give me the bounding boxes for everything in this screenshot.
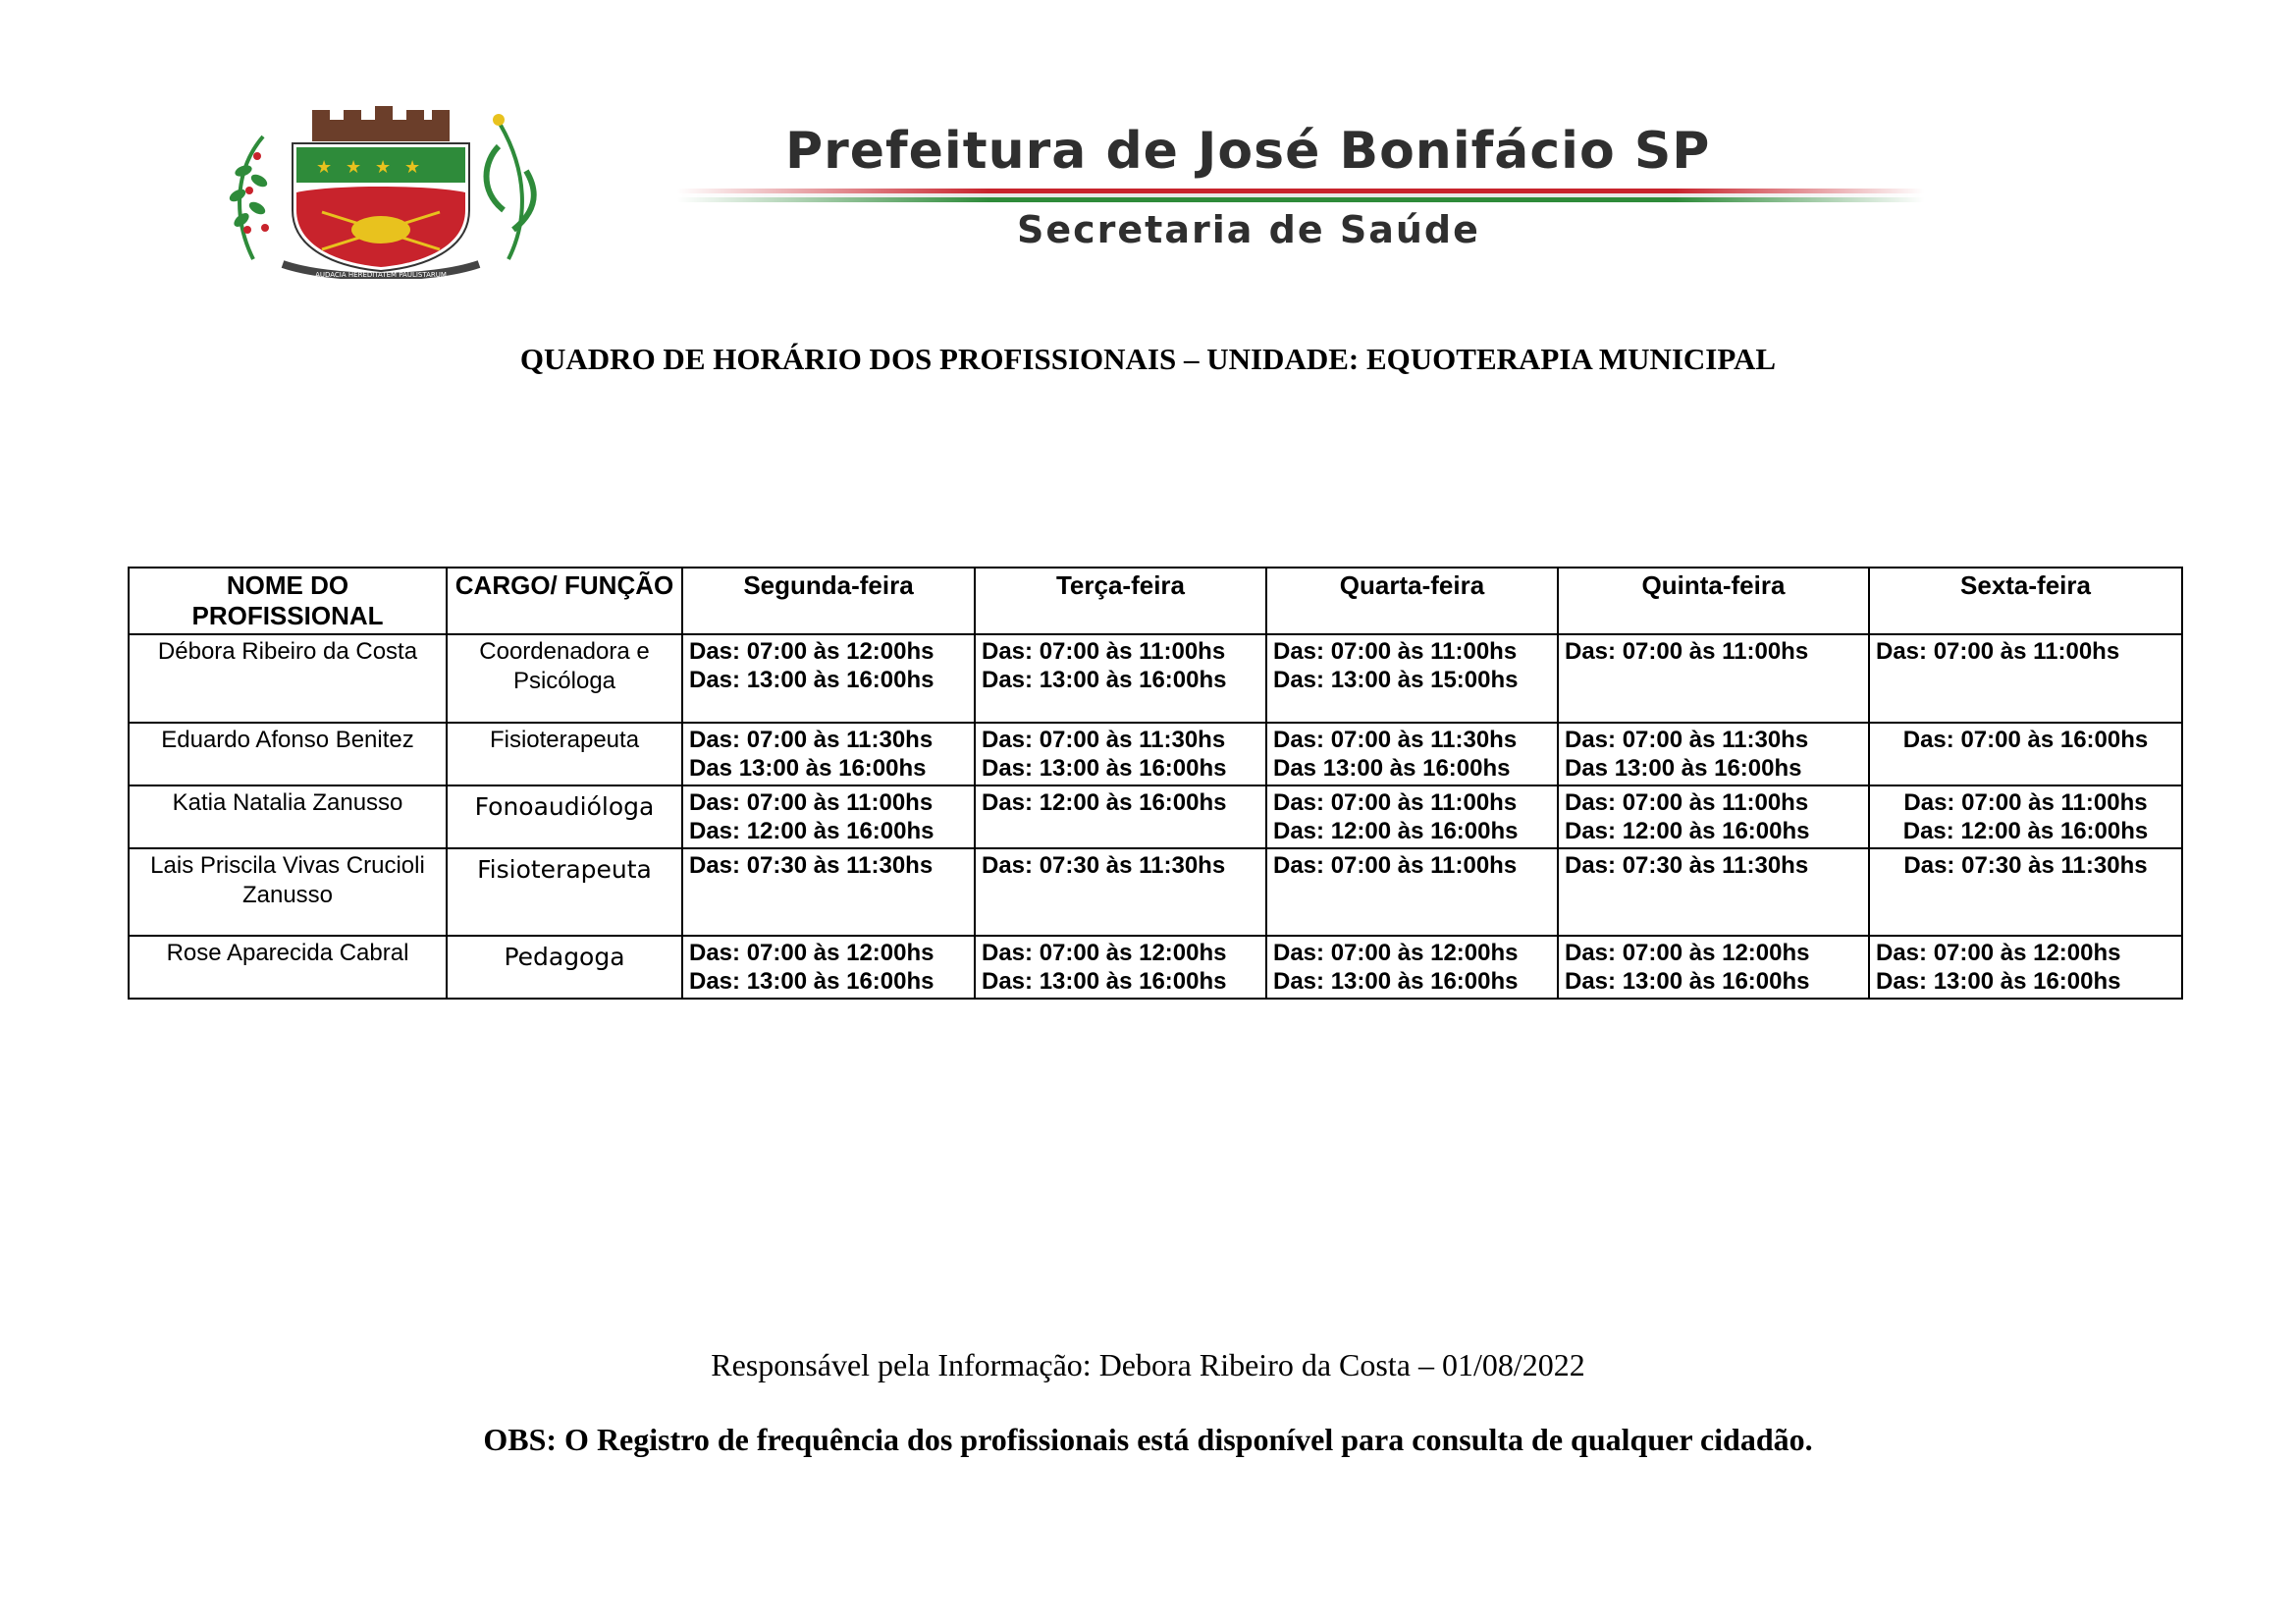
svg-text:★: ★ (346, 157, 362, 178)
professional-name: Katia Natalia Zanusso (129, 785, 447, 848)
table-header-row (129, 568, 2182, 634)
tuesday-hours: Das: 07:00 às 11:00hs Das: 13:00 às 16:00hs (975, 634, 1266, 723)
table-row (129, 634, 2182, 723)
professional-role: Coordenadora e Psicóloga (447, 634, 682, 723)
professional-name: Lais Priscila Vivas Crucioli Zanusso (129, 848, 447, 936)
professional-role: Pedagoga (447, 936, 682, 999)
tuesday-hours: Das: 07:00 às 11:30hs Das: 13:00 às 16:00hs (975, 723, 1266, 785)
wednesday-hours: Das: 07:00 às 11:00hs Das: 13:00 às 15:00hs (1266, 634, 1558, 723)
friday-hours: Das: 07:30 às 11:30hs (1869, 848, 2182, 936)
monday-hours: Das: 07:30 às 11:30hs (682, 848, 975, 936)
tuesday-hours: Das: 12:00 às 16:00hs (975, 785, 1266, 848)
header-monday: Segunda-feira (682, 568, 975, 634)
thursday-hours: Das: 07:00 às 11:00hs (1558, 634, 1869, 723)
friday-hours: Das: 07:00 às 12:00hs Das: 13:00 às 16:00hs (1869, 936, 2182, 999)
professional-role: Fonoaudióloga (447, 785, 682, 848)
wednesday-hours: Das: 07:00 às 11:30hs Das 13:00 às 16:00hs (1266, 723, 1558, 785)
table-row (129, 785, 2182, 848)
header-thursday: Quinta-feira (1558, 568, 1869, 634)
professional-role: Fisioterapeuta (447, 723, 682, 785)
wednesday-hours: Das: 07:00 às 12:00hs Das: 13:00 às 16:00hs (1266, 936, 1558, 999)
header-role: CARGO/ FUNÇÃO (447, 568, 682, 634)
monday-hours: Das: 07:00 às 11:00hs Das: 12:00 às 16:00hs (682, 785, 975, 848)
observation-note: OBS: O Registro de frequência dos profissionais está disponível para consulta de qualquer cidadão. (483, 1422, 1813, 1457)
tuesday-hours: Das: 07:00 às 12:00hs Das: 13:00 às 16:00hs (975, 936, 1266, 999)
tuesday-hours: Das: 07:30 às 11:30hs (975, 848, 1266, 936)
svg-text:★: ★ (404, 157, 421, 178)
svg-text:★: ★ (316, 157, 333, 178)
professional-name: Débora Ribeiro da Costa (129, 634, 447, 723)
thursday-hours: Das: 07:00 às 12:00hs Das: 13:00 às 16:00hs (1558, 936, 1869, 999)
responsible-info: Responsável pela Informação: Debora Ribeiro da Costa – 01/08/2022 (711, 1347, 1585, 1382)
city-coat-of-arms-logo (214, 102, 548, 279)
header-banner (677, 118, 1924, 265)
monday-hours: Das: 07:00 às 12:00hs Das: 13:00 às 16:00hs (682, 634, 975, 723)
table-row (129, 936, 2182, 999)
monday-hours: Das: 07:00 às 11:30hs Das 13:00 às 16:00hs (682, 723, 975, 785)
thursday-hours: Das: 07:30 às 11:30hs (1558, 848, 1869, 936)
schedule-table (128, 567, 2183, 1000)
friday-hours: Das: 07:00 às 11:00hs Das: 12:00 às 16:00hs (1869, 785, 2182, 848)
friday-hours: Das: 07:00 às 16:00hs (1869, 723, 2182, 785)
document-title: QUADRO DE HORÁRIO DOS PROFISSIONAIS – UNIDADE: EQUOTERAPIA MUNICIPAL (519, 342, 1777, 376)
professional-name: Rose Aparecida Cabral (129, 936, 447, 999)
header-wednesday: Quarta-feira (1266, 568, 1558, 634)
monday-hours: Das: 07:00 às 12:00hs Das: 13:00 às 16:00hs (682, 936, 975, 999)
thursday-hours: Das: 07:00 às 11:30hs Das 13:00 às 16:00hs (1558, 723, 1869, 785)
wednesday-hours: Das: 07:00 às 11:00hs (1266, 848, 1558, 936)
professional-name: Eduardo Afonso Benitez (129, 723, 447, 785)
wednesday-hours: Das: 07:00 às 11:00hs Das: 12:00 às 16:00hs (1266, 785, 1558, 848)
table-row (129, 723, 2182, 785)
header-tuesday: Terça-feira (975, 568, 1266, 634)
logo-motto: AUDACIA HEREDITATEM PAULISTARUM (315, 271, 447, 279)
thursday-hours: Das: 07:00 às 11:00hs Das: 12:00 às 16:00hs (1558, 785, 1869, 848)
friday-hours: Das: 07:00 às 11:00hs (1869, 634, 2182, 723)
svg-text:★: ★ (375, 157, 392, 178)
prefeitura-title: Prefeitura de José Bonifácio SP (785, 122, 1711, 181)
professional-role: Fisioterapeuta (447, 848, 682, 936)
header-color-stripe (677, 189, 1924, 202)
header-friday: Sexta-feira (1869, 568, 2182, 634)
secretaria-subtitle: Secretaria de Saúde (1017, 208, 1480, 251)
header-name: NOME DO PROFISSIONAL (129, 568, 447, 634)
table-row (129, 848, 2182, 936)
